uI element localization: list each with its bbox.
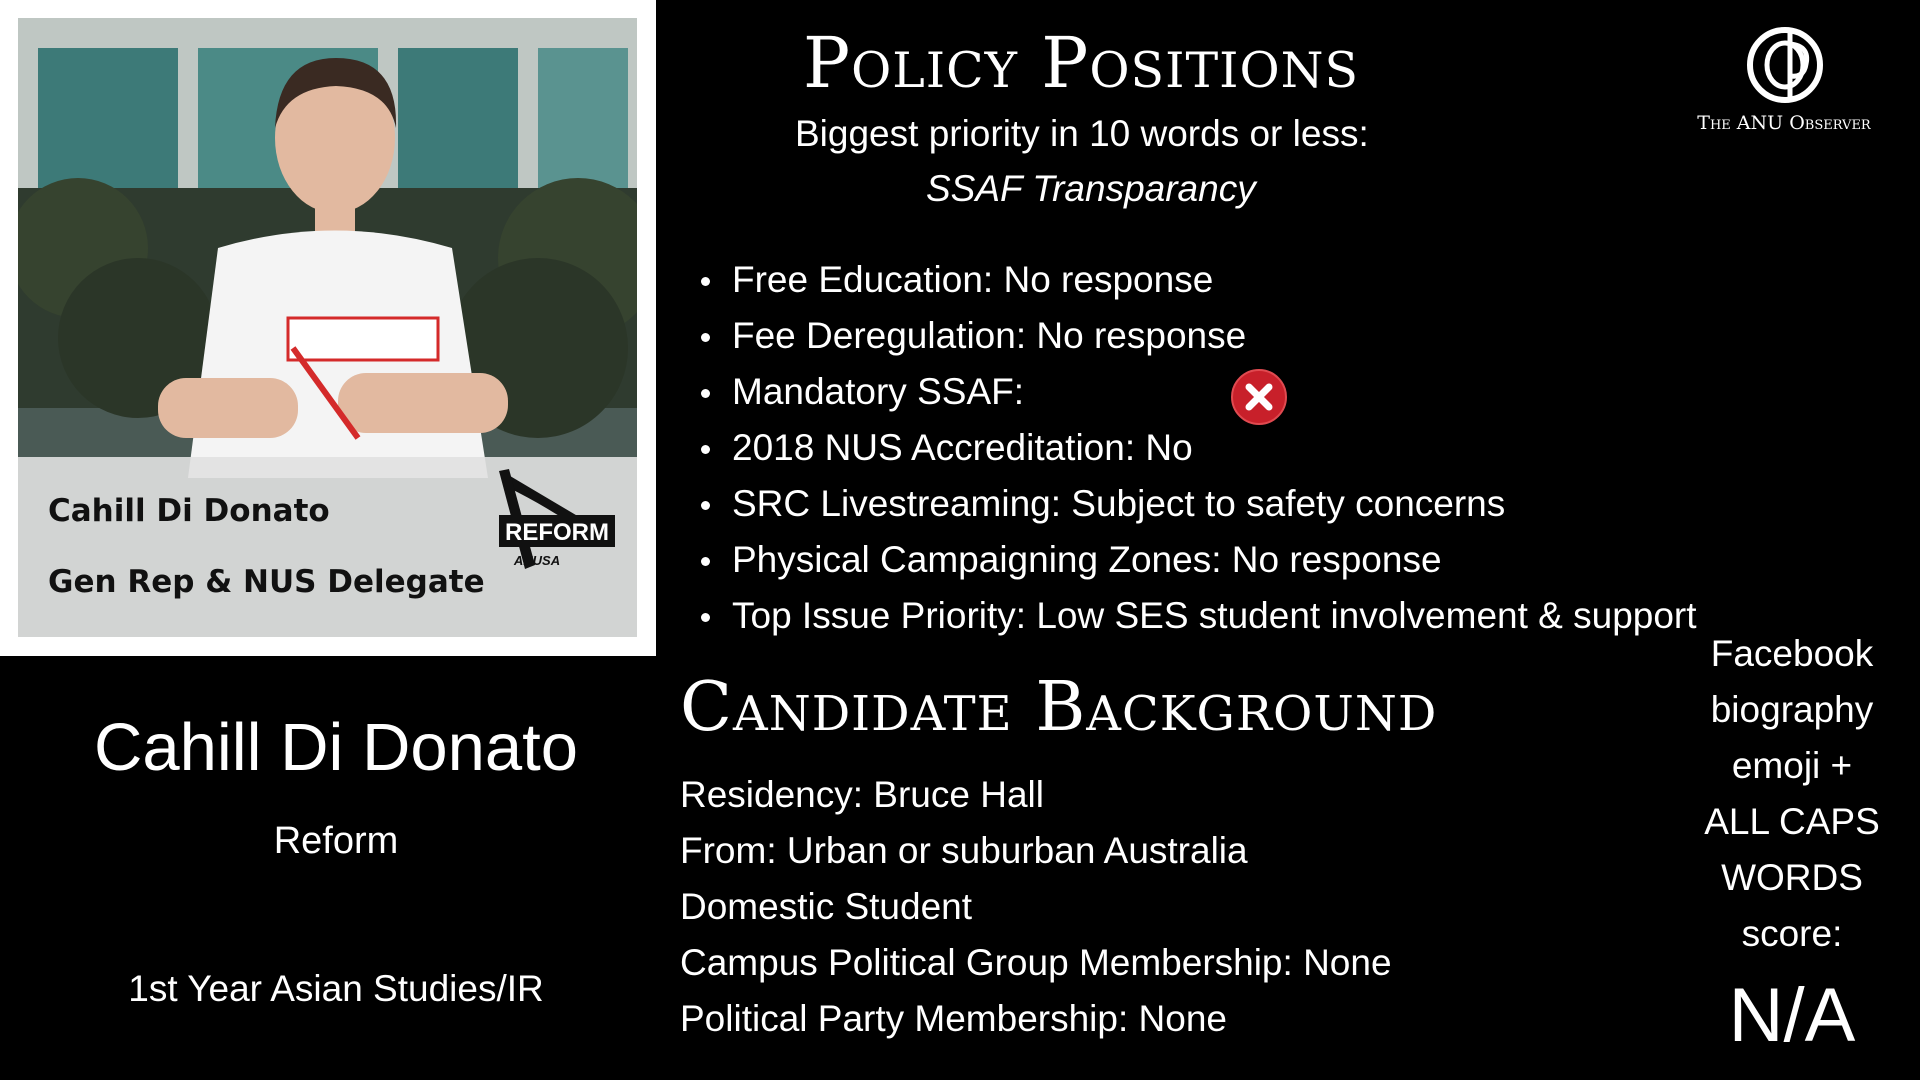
- policy-item-campaigning-zones: Physical Campaigning Zones: No response: [697, 532, 1697, 588]
- observer-logo-icon: [1746, 26, 1824, 104]
- policy-item-mandatory-ssaf: Mandatory SSAF:: [697, 364, 1697, 420]
- candidate-photo: [18, 18, 637, 637]
- priority-question: Biggest priority in 10 words or less:: [795, 113, 1369, 154]
- reform-logo: [495, 465, 619, 575]
- background-list: [680, 767, 1392, 1047]
- candidate-background-title: Candidate Background: [680, 668, 1438, 747]
- reform-logo-text: REFORM: [505, 519, 609, 546]
- score-label: Facebook biography emoji + ALL CAPS WORDS score:: [1704, 633, 1880, 954]
- policy-item-nus-accreditation: 2018 NUS Accreditation: No: [697, 420, 1697, 476]
- candidate-photo-card: [0, 0, 656, 656]
- policy-item-fee-deregulation: Fee Deregulation: No response: [697, 308, 1697, 364]
- candidate-name: Cahill Di Donato: [93, 710, 579, 785]
- x-circle-icon: [1231, 369, 1287, 425]
- background-party-membership: Political Party Membership: None: [680, 998, 1227, 1039]
- observer-name: The ANU Observer: [1697, 112, 1871, 134]
- candidate-party: Reform: [273, 820, 399, 862]
- photo-caption: [18, 457, 637, 637]
- policy-item-top-issue: Top Issue Priority: Low SES student involvement & support: [697, 588, 1697, 644]
- background-residency: Residency: Bruce Hall: [680, 774, 1044, 815]
- caption-role: Gen Rep & NUS Delegate: [48, 564, 485, 600]
- background-campus-group: Campus Political Group Membership: None: [680, 942, 1392, 983]
- policy-item-free-education: Free Education: No response: [697, 252, 1697, 308]
- background-from: From: Urban or suburban Australia: [680, 830, 1248, 871]
- reform-logo-subtext: ANUSA: [513, 553, 561, 568]
- candidate-study: 1st Year Asian Studies/IR: [128, 968, 544, 1009]
- policy-item-src-livestreaming: SRC Livestreaming: Subject to safety concerns: [697, 476, 1697, 532]
- score-value: N/A: [1728, 973, 1856, 1058]
- policy-list: [697, 252, 1697, 644]
- facebook-score: [1680, 626, 1904, 1059]
- caption-name: Cahill Di Donato: [48, 493, 330, 529]
- background-student-type: Domestic Student: [680, 886, 973, 927]
- priority-answer: SSAF Transparancy: [926, 168, 1256, 209]
- policy-positions-title: Policy Positions: [803, 22, 1360, 104]
